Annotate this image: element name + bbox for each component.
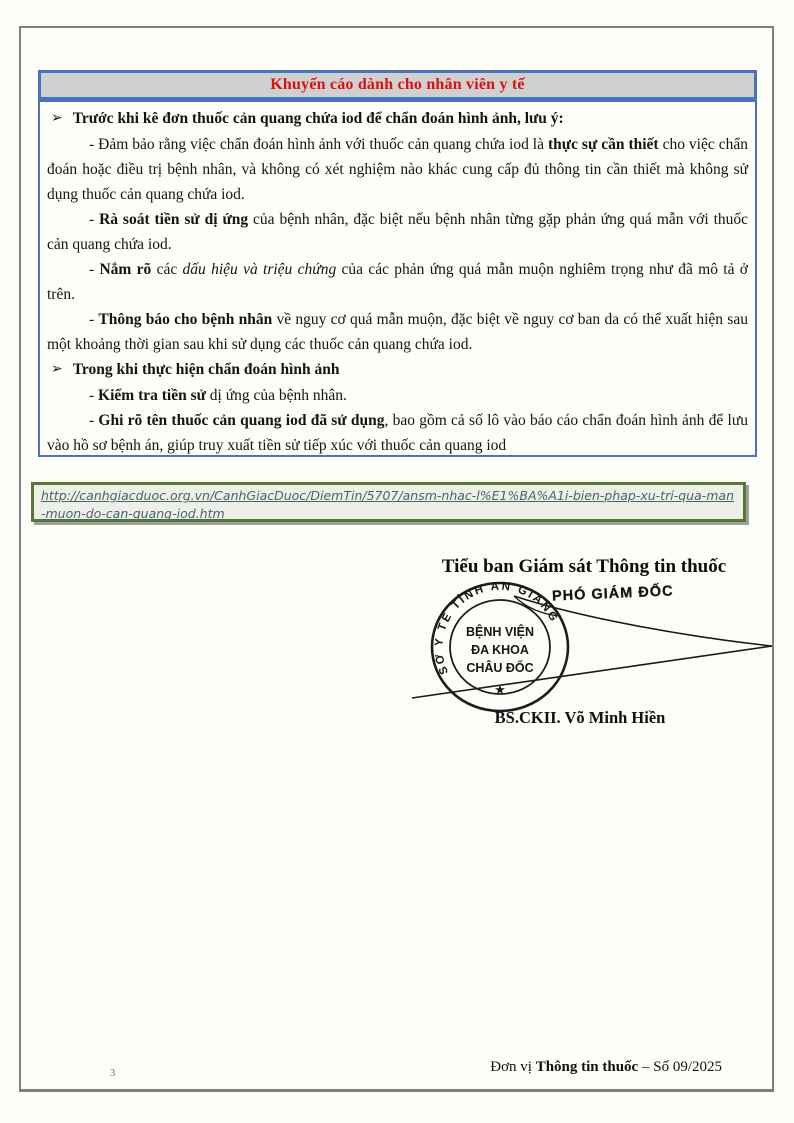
stamp-ring-text: SỞ Y TẾ TỈNH AN GIANG: [433, 580, 561, 677]
text-run: cho việc chẩn đoán hoặc điều trị bệnh nhân, và không có xét nghiệm nào khác cung cấp đủ thông tin cần thiết mà không sử dụng thuốc cản quang chứa iod.: [47, 136, 748, 203]
footer-note-unit: Thông tin thuốc: [535, 1059, 639, 1075]
text-run: Nắm rõ: [99, 261, 152, 278]
content-paragraph: [47, 357, 748, 383]
page-number: 3: [110, 1068, 116, 1079]
stamp-center-line3: CHÂU ĐỐC: [466, 661, 534, 675]
stamp-star-icon: ★: [494, 682, 506, 697]
content-paragraph: [47, 106, 748, 132]
stamp-center-line2: ĐA KHOA: [471, 643, 529, 657]
content-paragraph: [47, 408, 748, 458]
text-run: dị ứng của bệnh nhân.: [205, 387, 347, 404]
text-run: Ghi rõ tên thuốc cản quang iod đã sử dụng: [98, 412, 385, 429]
text-run: thực sự cần thiết: [547, 136, 659, 153]
content-paragraph: [47, 132, 748, 207]
source-link-box: [31, 482, 746, 522]
text-run: Trước khi kê đơn thuốc cản quang chứa iod để chẩn đoán hình ảnh, lưu ý:: [72, 110, 564, 127]
text-run: của các phản ứng quá mẫn muộn nghiêm trọng như đã mô tả ở trên.: [47, 261, 748, 303]
text-run: dấu hiệu và triệu chứng: [182, 261, 337, 278]
text-run: của bệnh nhân, đặc biệt nếu bệnh nhân từng gặp phản ứng quá mẫn với thuốc cản quang chứa iod.: [47, 211, 749, 253]
bullet-arrow-icon: ➢: [51, 111, 63, 126]
text-run: Thông báo cho bệnh nhân: [98, 311, 273, 328]
source-link[interactable]: http://canhgiacduoc.org.vn/CanhGiacDuoc/DiemTin/5707/ansm-nhac-l%E1%BA%A1i-bien-phap-xu-tri-qua-man-muon-do-can-quang-iod.htm: [41, 488, 734, 521]
content-paragraph: [47, 307, 748, 357]
text-run: Trong khi thực hiện chẩn đoán hình ảnh: [72, 361, 340, 378]
text-run: , bao gồm cả số lô vào báo cáo chẩn đoán hình ảnh để lưu vào hồ sơ bệnh án, giúp truy xuất tiền sử tiếp xúc với thuốc cản quang iod: [47, 412, 748, 454]
text-run: Kiểm tra tiền sử: [98, 387, 206, 404]
footer-note-issue: – Số 09/2025: [638, 1059, 722, 1075]
content-paragraph: [47, 207, 748, 257]
signer-name: BS.CKII. Võ Minh Hiền: [494, 708, 666, 727]
text-run: -: [89, 311, 99, 328]
text-run: Rà soát tiền sử dị ứng: [99, 211, 249, 228]
bullet-arrow-icon: ➢: [51, 362, 63, 377]
signature-committee-title: Tiểu ban Giám sát Thông tin thuốc: [441, 556, 727, 577]
footer-note: [400, 1059, 722, 1076]
content-paragraph: [47, 383, 748, 408]
stamp-center-line1: BỆNH VIỆN: [465, 625, 535, 639]
text-run: các: [151, 261, 183, 278]
text-run: về nguy cơ quá mẫn muộn, đặc biệt về nguy cơ ban da có thể xuất hiện sau một khoảng thời gian sau khi sử dụng các thuốc cản quang chứa iod.: [47, 311, 748, 353]
footer-note-prefix: Đơn vị: [490, 1059, 536, 1075]
text-run: -: [89, 412, 99, 429]
text-run: -: [89, 261, 100, 278]
signer-position-title: PHÓ GIÁM ĐỐC: [551, 583, 674, 605]
recommendation-body: [38, 100, 757, 457]
text-run: - Đảm bảo rằng việc chẩn đoán hình ảnh với thuốc cản quang chứa iod là: [89, 136, 548, 153]
recommendation-title: Khuyến cáo dành cho nhân viên y tế: [270, 76, 525, 93]
content-paragraph: [47, 257, 748, 307]
text-run: -: [89, 387, 99, 404]
text-run: -: [89, 211, 100, 228]
recommendation-header: [38, 70, 757, 100]
